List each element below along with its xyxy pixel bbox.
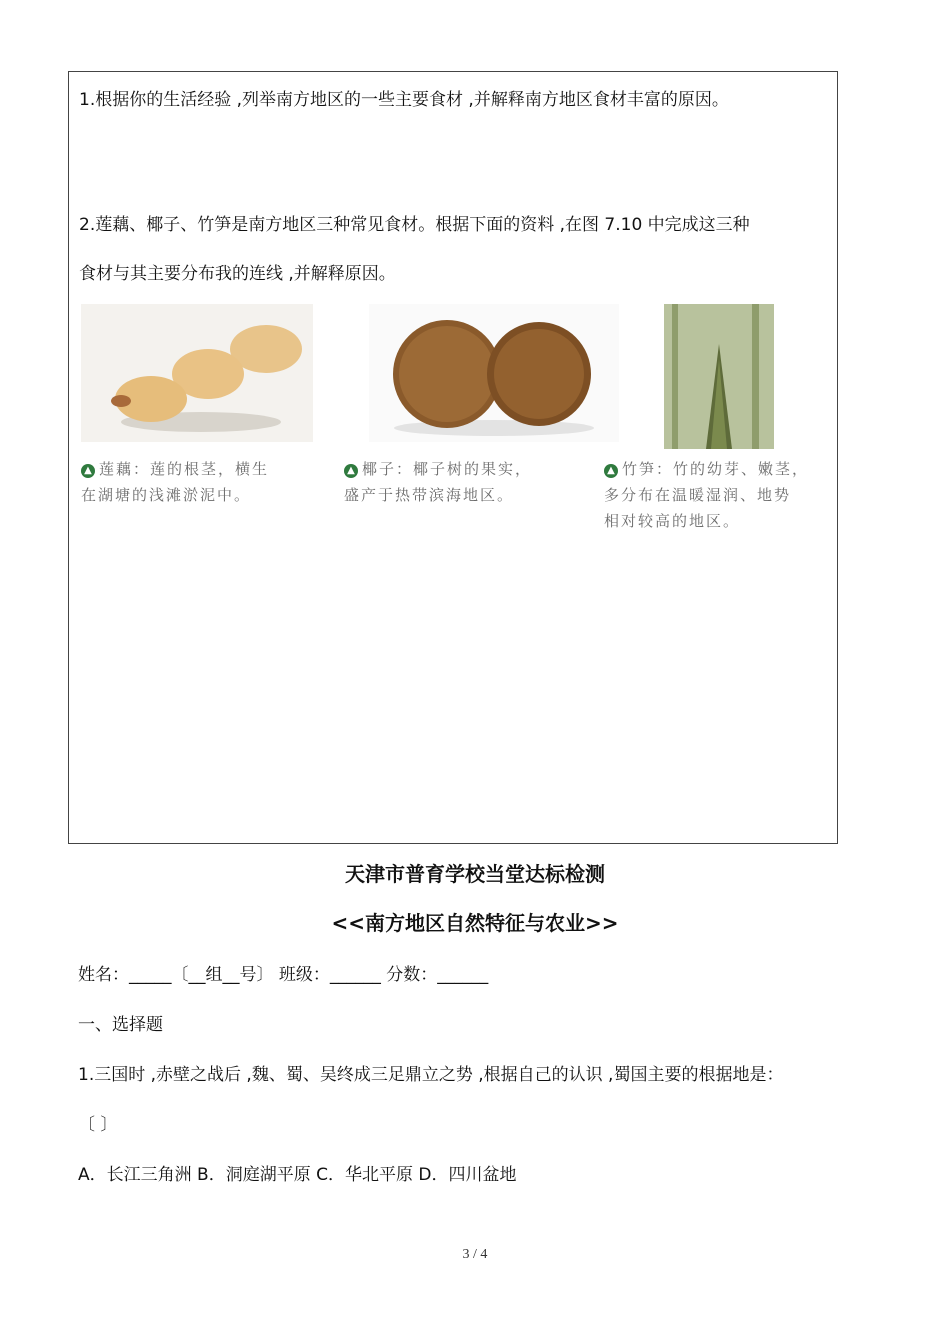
arrow-up-icon: ▲ [81, 464, 95, 478]
question-1: 1.根据你的生活经验 ,列举南方地区的一些主要食材 ,并解释南方地区食材丰富的原因。 [79, 90, 729, 110]
question-frame [68, 71, 838, 844]
lotus-root-photo [81, 304, 313, 442]
arrow-up-icon: ▲ [344, 464, 358, 478]
question-2-line-2: 食材与其主要分布我的连线 ,并解释原因。 [79, 264, 396, 284]
coconut-photo [369, 304, 619, 442]
arrow-up-icon: ▲ [604, 464, 618, 478]
coconut-caption: ▲ 椰子：椰子树的果实， 盛产于热带滨海地区。 [344, 460, 533, 504]
answer-options: A．长江三角洲 B．洞庭湖平原 C．华北平原 D．四川盆地 [78, 1165, 517, 1185]
page-number: 3 / 4 [462, 1247, 488, 1262]
question-2-line-1: 2.莲藕、椰子、竹笋是南方地区三种常见食材。根据下面的资料 ,在图 7.10 中完成这三种 [79, 215, 750, 235]
student-info-line: 姓名：_____〔__组__号〕 班级：______ 分数：______ [78, 965, 489, 985]
lotus-caption: ▲ 莲藕：莲的根茎，横生 在湖塘的浅滩淤泥中。 [81, 460, 270, 504]
mc-question-1: 1.三国时 ,赤壁之战后 ,魏、蜀、吴终成三足鼎立之势 ,根据自己的认识 ,蜀国主要的根据地是： [78, 1065, 784, 1085]
school-title: 天津市普育学校当堂达标检测 [345, 862, 605, 886]
section-heading: 一、选择题 [78, 1015, 163, 1035]
bamboo-shoot-photo [664, 304, 774, 449]
bamboo-caption: ▲ 竹笋：竹的幼芽、嫩茎， 多分布在温暖湿润、地势 相对较高的地区。 [604, 460, 810, 530]
answer-bracket: 〔 〕 [78, 1115, 118, 1135]
subject-title: <<南方地区自然特征与农业>> [331, 911, 619, 935]
